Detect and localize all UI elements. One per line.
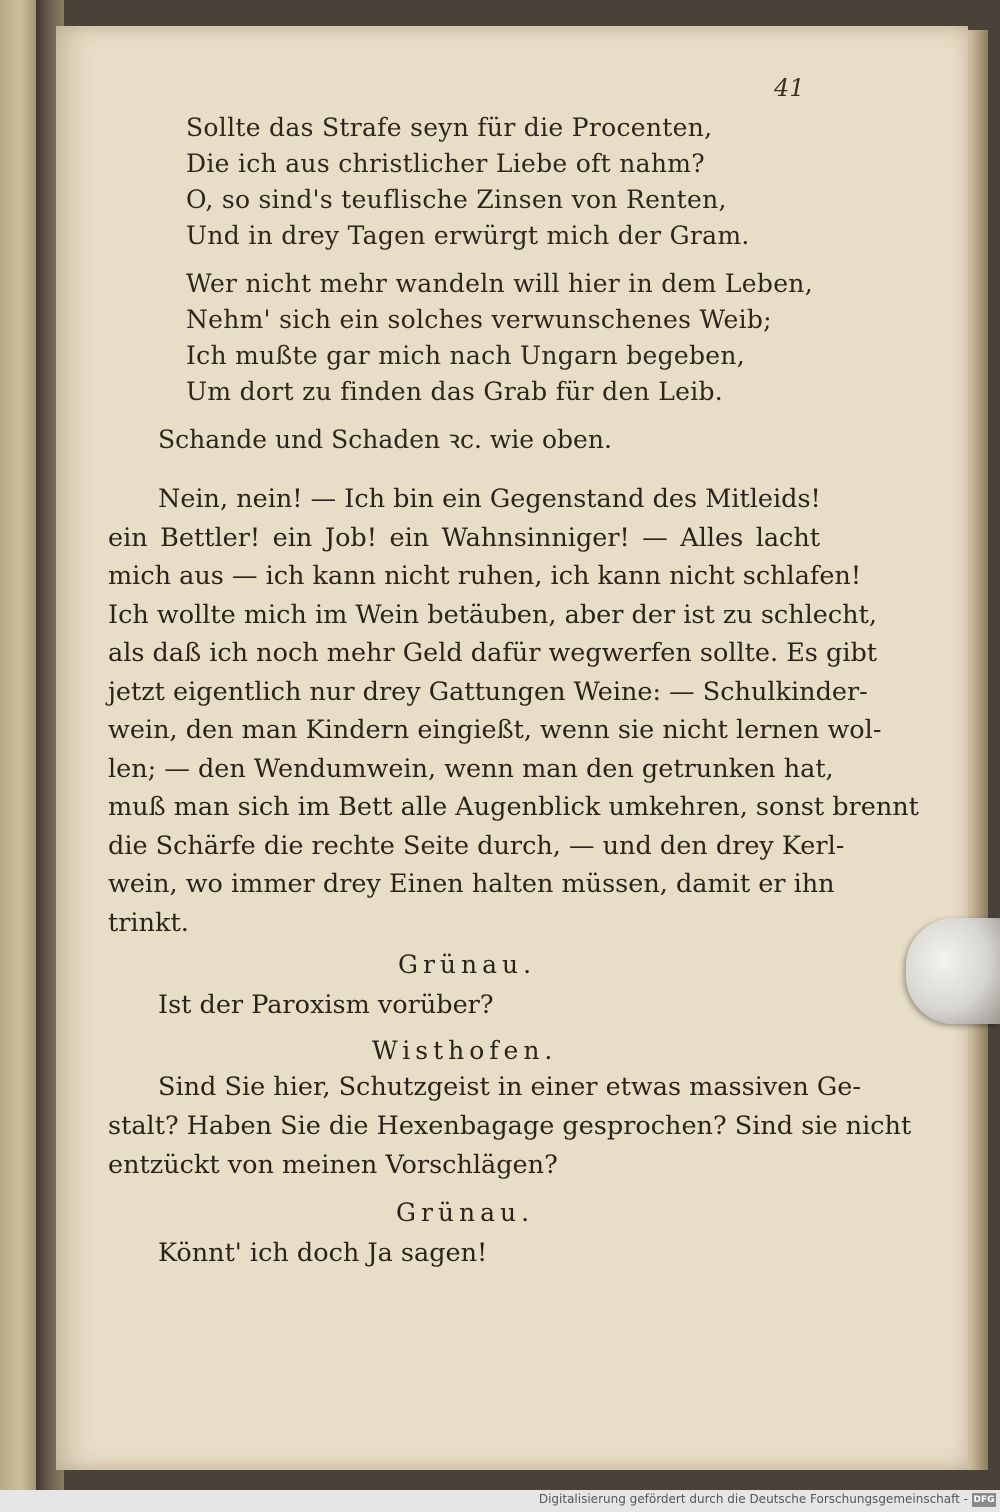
prose-line: wein, den man Kindern eingießt, wenn sie nicht lernen wol-	[108, 715, 882, 745]
speaker-name: Grünau.	[398, 950, 537, 979]
dialogue-line: Sind Sie hier, Schutzgeist in einer etwas massiven Ge-	[158, 1072, 861, 1102]
dfg-logo: DFG	[973, 1495, 995, 1505]
prose-line: len; — den Wendumwein, wenn man den getrunken hat,	[108, 753, 834, 784]
prose-line: muß man sich im Bett alle Augenblick umkehren, sonst brennt	[108, 792, 919, 822]
verse-line: Die ich aus christlicher Liebe oft nahm?	[186, 149, 705, 178]
dialogue-block	[108, 1068, 912, 1185]
page-number: 41	[774, 74, 805, 102]
prose-line: wein, wo immer drey Einen halten müssen, damit er ihn	[108, 869, 835, 899]
page-clip	[906, 918, 1000, 1024]
prose-line: mich aus — ich kann nicht ruhen, ich kann nicht schlafen!	[108, 561, 862, 591]
prose-line: ein Bettler! ein Job! ein Wahnsinniger! — Alles lacht	[108, 522, 820, 553]
verse-stanza-2	[186, 266, 813, 410]
speaker-name: Wisthofen.	[372, 1036, 558, 1065]
prose-line: trinkt.	[108, 907, 189, 938]
prose-paragraph	[108, 480, 919, 942]
verse-line: O, so sind's teuflische Zinsen von Renten,	[186, 185, 727, 214]
verse-line: Um dort zu finden das Grab für den Leib.	[186, 377, 724, 406]
prose-line: als daß ich noch mehr Geld dafür wegwerfen sollte. Es gibt	[108, 638, 878, 668]
verse-line: Wer nicht mehr wandeln will hier in dem Leben,	[186, 269, 813, 298]
dialogue-line: Könnt' ich doch Ja sagen!	[158, 1238, 488, 1268]
verse-line: Sollte das Strafe seyn für die Procenten,	[186, 113, 713, 142]
verse-line: Und in drey Tagen erwürgt mich der Gram.	[186, 221, 750, 250]
prose-line: jetzt eigentlich nur drey Gattungen Weine: — Schulkinder-	[108, 676, 868, 707]
verse-line: Ich mußte gar mich nach Ungarn begeben,	[186, 341, 746, 370]
refrain-line: Schande und Schaden ꝛc. wie oben.	[158, 425, 612, 454]
prose-line: die Schärfe die rechte Seite durch, — und den drey Kerl-	[108, 830, 845, 861]
speaker-name: Grünau.	[396, 1198, 535, 1227]
verse-stanza-1	[186, 110, 750, 254]
prose-line: Ich wollte mich im Wein betäuben, aber der ist zu schlecht,	[108, 599, 877, 630]
verse-line: Nehm' sich ein solches verwunschenes Weib;	[186, 305, 772, 334]
dialogue-line: stalt? Haben Sie die Hexenbagage gesprochen? Sind sie nicht	[108, 1111, 912, 1141]
funding-notice: Digitalisierung gefördert durch die Deutsche Forschungsgemeinschaft -	[538, 1492, 968, 1506]
dialogue-line: Ist der Paroxism vorüber?	[158, 990, 494, 1020]
dialogue-line: entzückt von meinen Vorschlägen?	[108, 1150, 558, 1180]
prose-line: Nein, nein! — Ich bin ein Gegenstand des Mitleids!	[158, 484, 821, 514]
